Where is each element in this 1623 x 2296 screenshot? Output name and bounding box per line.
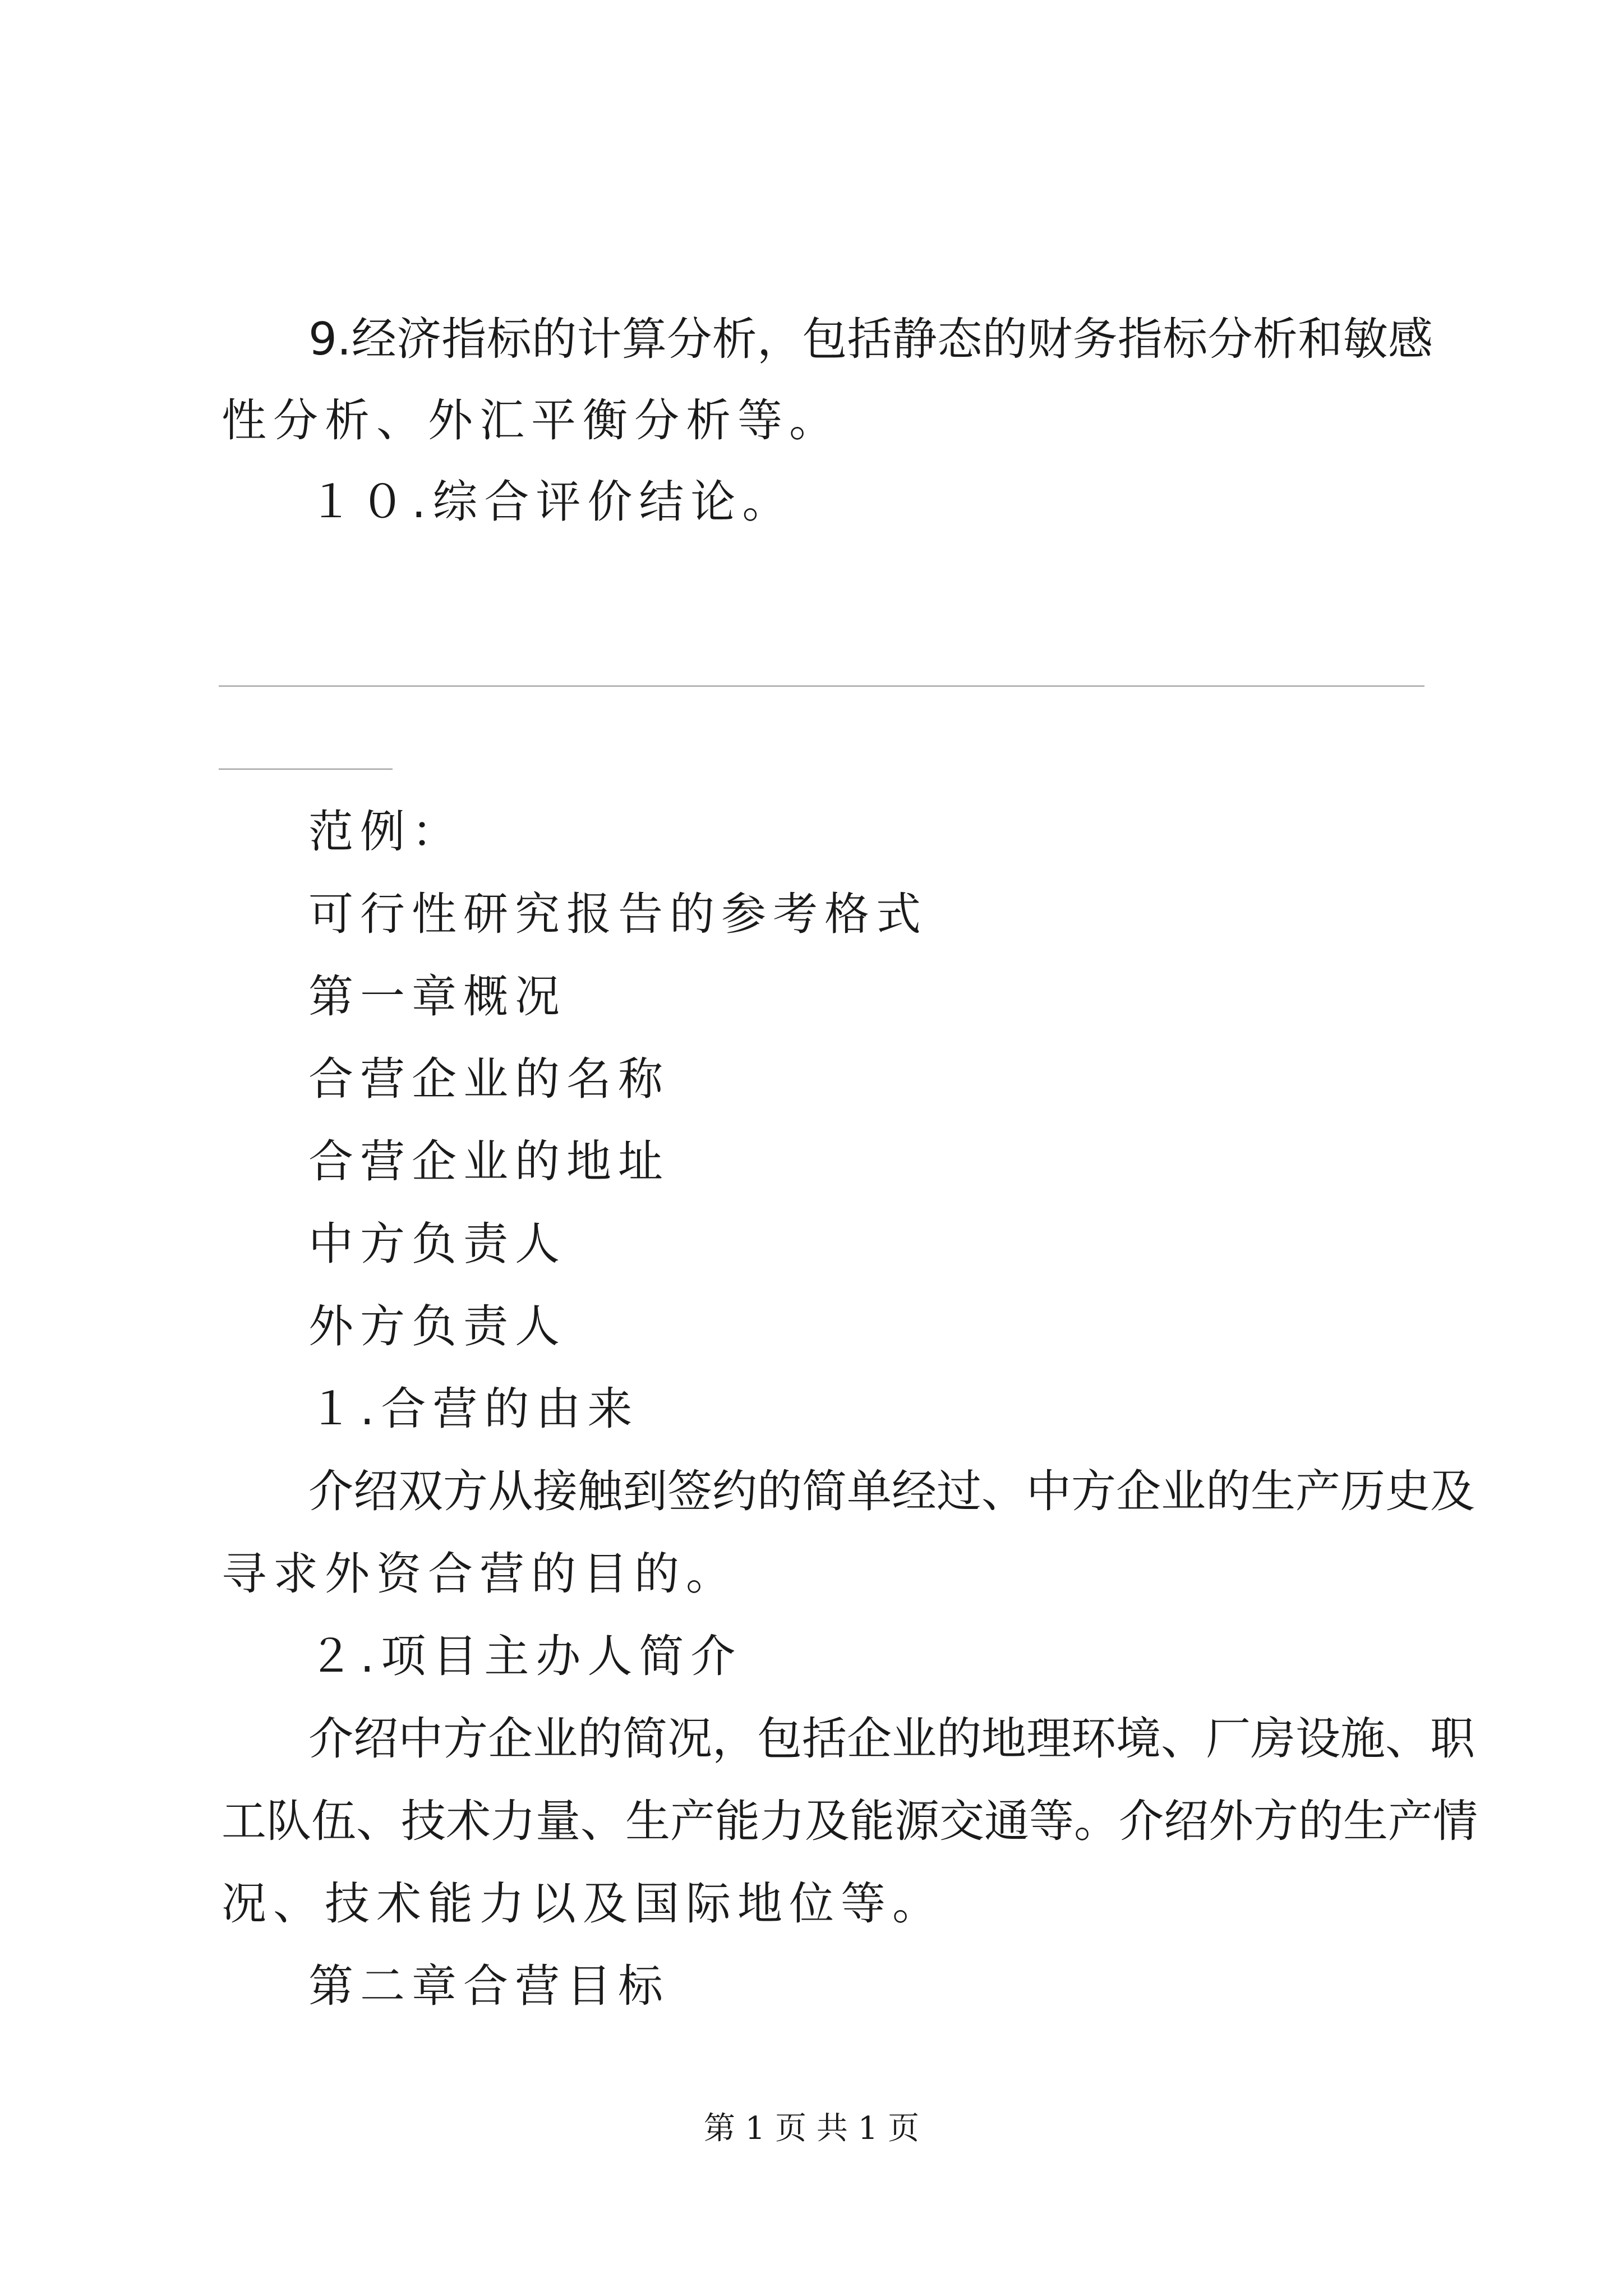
paragraph-line: 范例： <box>308 806 463 858</box>
heading-chapter: 第一章概况 <box>308 970 566 1023</box>
section-heading: ２.项目主办人简介 <box>308 1630 743 1682</box>
paragraph-line: 介绍中方企业的简况，包括企业的地理环境、厂房设施、职 <box>308 1713 1475 1765</box>
paragraph-line: 合营企业的名称 <box>308 1053 670 1105</box>
paragraph-line: 合营企业的地址 <box>308 1135 670 1188</box>
paragraph-line: 工队伍、技术力量、生产能力及能源交通等。介绍外方的生产情 <box>222 1795 1478 1847</box>
page-footer: 第 1 页 共 1 页 <box>703 2110 920 2147</box>
paragraph-line: 况、技术能力以及国际地位等。 <box>222 1878 944 1930</box>
paragraph-line: 中方负责人 <box>308 1218 566 1270</box>
paragraph-line: 9.经济指标的计算分析，包括静态的财务指标分析和敏感 <box>308 313 1433 365</box>
separator-line-short <box>219 769 393 770</box>
paragraph-line: 介绍双方从接触到签约的简单经过、中方企业的生产历史及 <box>308 1465 1475 1517</box>
heading-chapter: 第二章合营目标 <box>308 1960 670 2012</box>
paragraph-line: １０.综合评价结论。 <box>308 476 794 528</box>
section-heading: １.合营的由来 <box>308 1383 639 1435</box>
paragraph-line: 寻求外资合营的目的。 <box>222 1548 737 1600</box>
separator-line <box>219 685 1424 687</box>
paragraph-line: 性分析、外汇平衡分析等。 <box>222 394 841 447</box>
paragraph-line: 可行性研究报告的参考格式 <box>308 888 928 940</box>
paragraph-line: 外方负责人 <box>308 1300 566 1352</box>
